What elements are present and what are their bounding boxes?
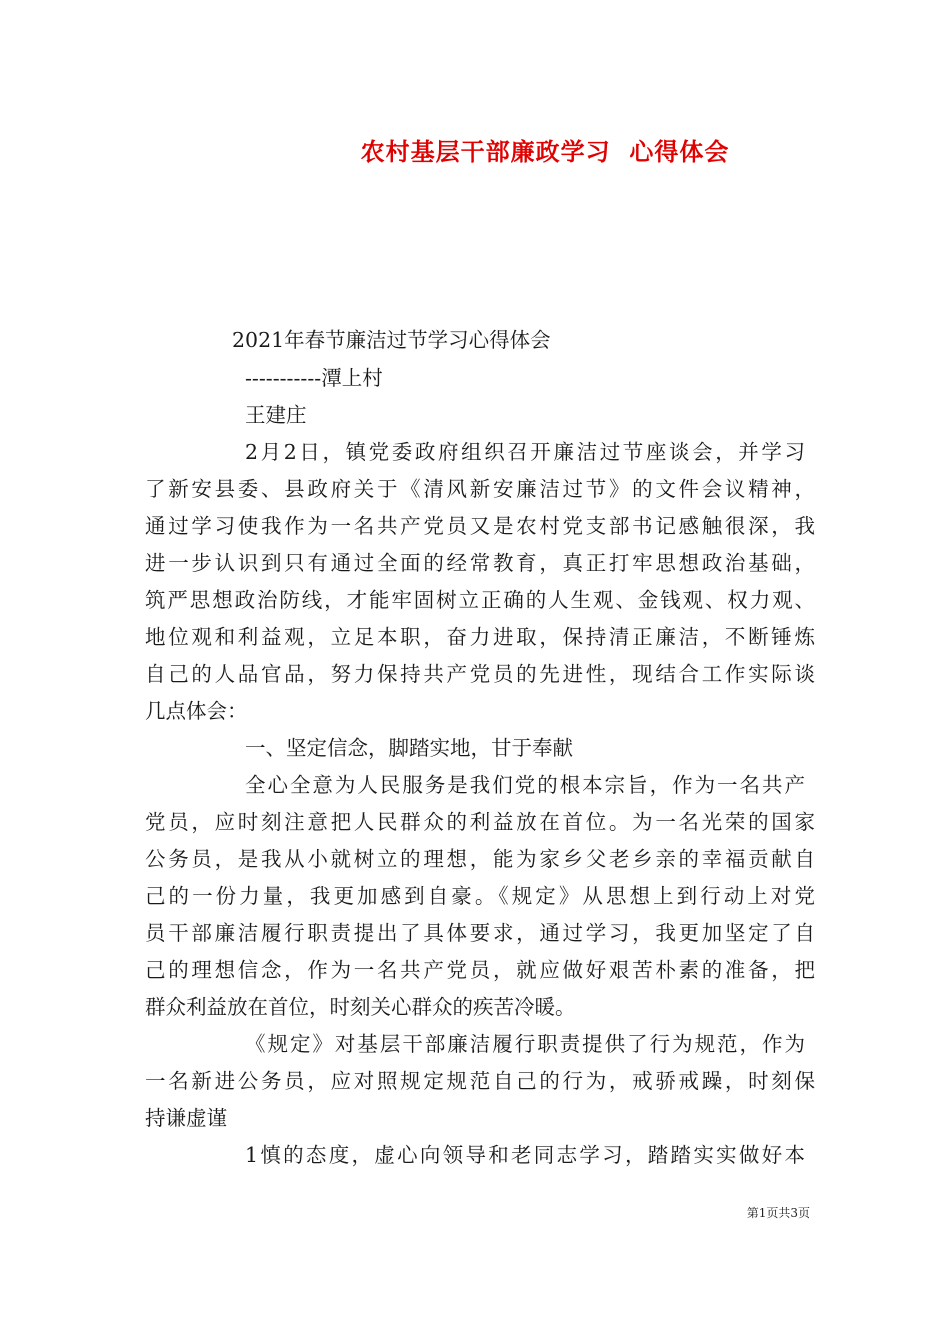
- section-1-heading: 一、坚定信念，脚踏实地，甘于奉献: [245, 736, 573, 760]
- paragraph-2-line: 己的一份力量，我更加感到自豪。《规定》从思想上到行动上对党: [145, 884, 815, 908]
- paragraph-4-line: 1慎的态度，虚心向领导和老同志学习，踏踏实实做好本: [245, 1143, 805, 1167]
- paragraph-1-line: 进一步认识到只有通过全面的经常教育，真正打牢思想政治基础，: [145, 551, 815, 575]
- paragraph-1-line: 2月2日，镇党委政府组织召开廉洁过节座谈会，并学习: [245, 440, 805, 464]
- paragraph-3-line: 《规定》对基层干部廉洁履行职责提供了行为规范，作为: [245, 1032, 805, 1056]
- paragraph-1-line: 通过学习使我作为一名共产党员又是农村党支部书记感触很深，我: [145, 514, 815, 538]
- paragraph-3-line: 一名新进公务员，应对照规定规范自己的行为，戒骄戒躁，时刻保: [145, 1069, 815, 1093]
- paragraph-2-line: 全心全意为人民服务是我们党的根本宗旨，作为一名共产: [245, 773, 805, 797]
- paragraph-2-line: 员干部廉洁履行职责提出了具体要求，通过学习，我更加坚定了自: [145, 921, 815, 945]
- paragraph-2-line: 群众利益放在首位，时刻关心群众的疾苦冷暖。: [145, 995, 576, 1019]
- byline-village: -----------潭上村: [245, 366, 383, 390]
- paragraph-2-line: 党员，应时刻注意把人民群众的利益放在首位。为一名光荣的国家: [145, 810, 815, 834]
- paragraph-2-line: 己的理想信念，作为一名共产党员，就应做好艰苦朴素的准备，把: [145, 958, 815, 982]
- byline-author: 王建庄: [245, 403, 307, 427]
- paragraph-1-line: 几点体会：: [145, 699, 248, 723]
- document-title: 农村基层干部廉政学习 心得体会: [360, 137, 730, 166]
- paragraph-1-line: 自己的人品官品，努力保持共产党员的先进性，现结合工作实际谈: [145, 662, 815, 686]
- subtitle: 2021年春节廉洁过节学习心得体会: [232, 328, 551, 352]
- paragraph-1-line: 了新安县委、县政府关于《清风新安廉洁过节》的文件会议精神，: [145, 477, 815, 501]
- paragraph-3-line: 持谦虚谨: [145, 1106, 227, 1130]
- paragraph-2-line: 公务员，是我从小就树立的理想，能为家乡父老乡亲的幸福贡献自: [145, 847, 815, 871]
- paragraph-1-line: 筑严思想政治防线，才能牢固树立正确的人生观、金钱观、权力观、: [145, 588, 815, 612]
- paragraph-1-line: 地位观和利益观，立足本职，奋力进取，保持清正廉洁，不断锤炼: [145, 625, 815, 649]
- page-number: 第1页共3页: [746, 1206, 810, 1220]
